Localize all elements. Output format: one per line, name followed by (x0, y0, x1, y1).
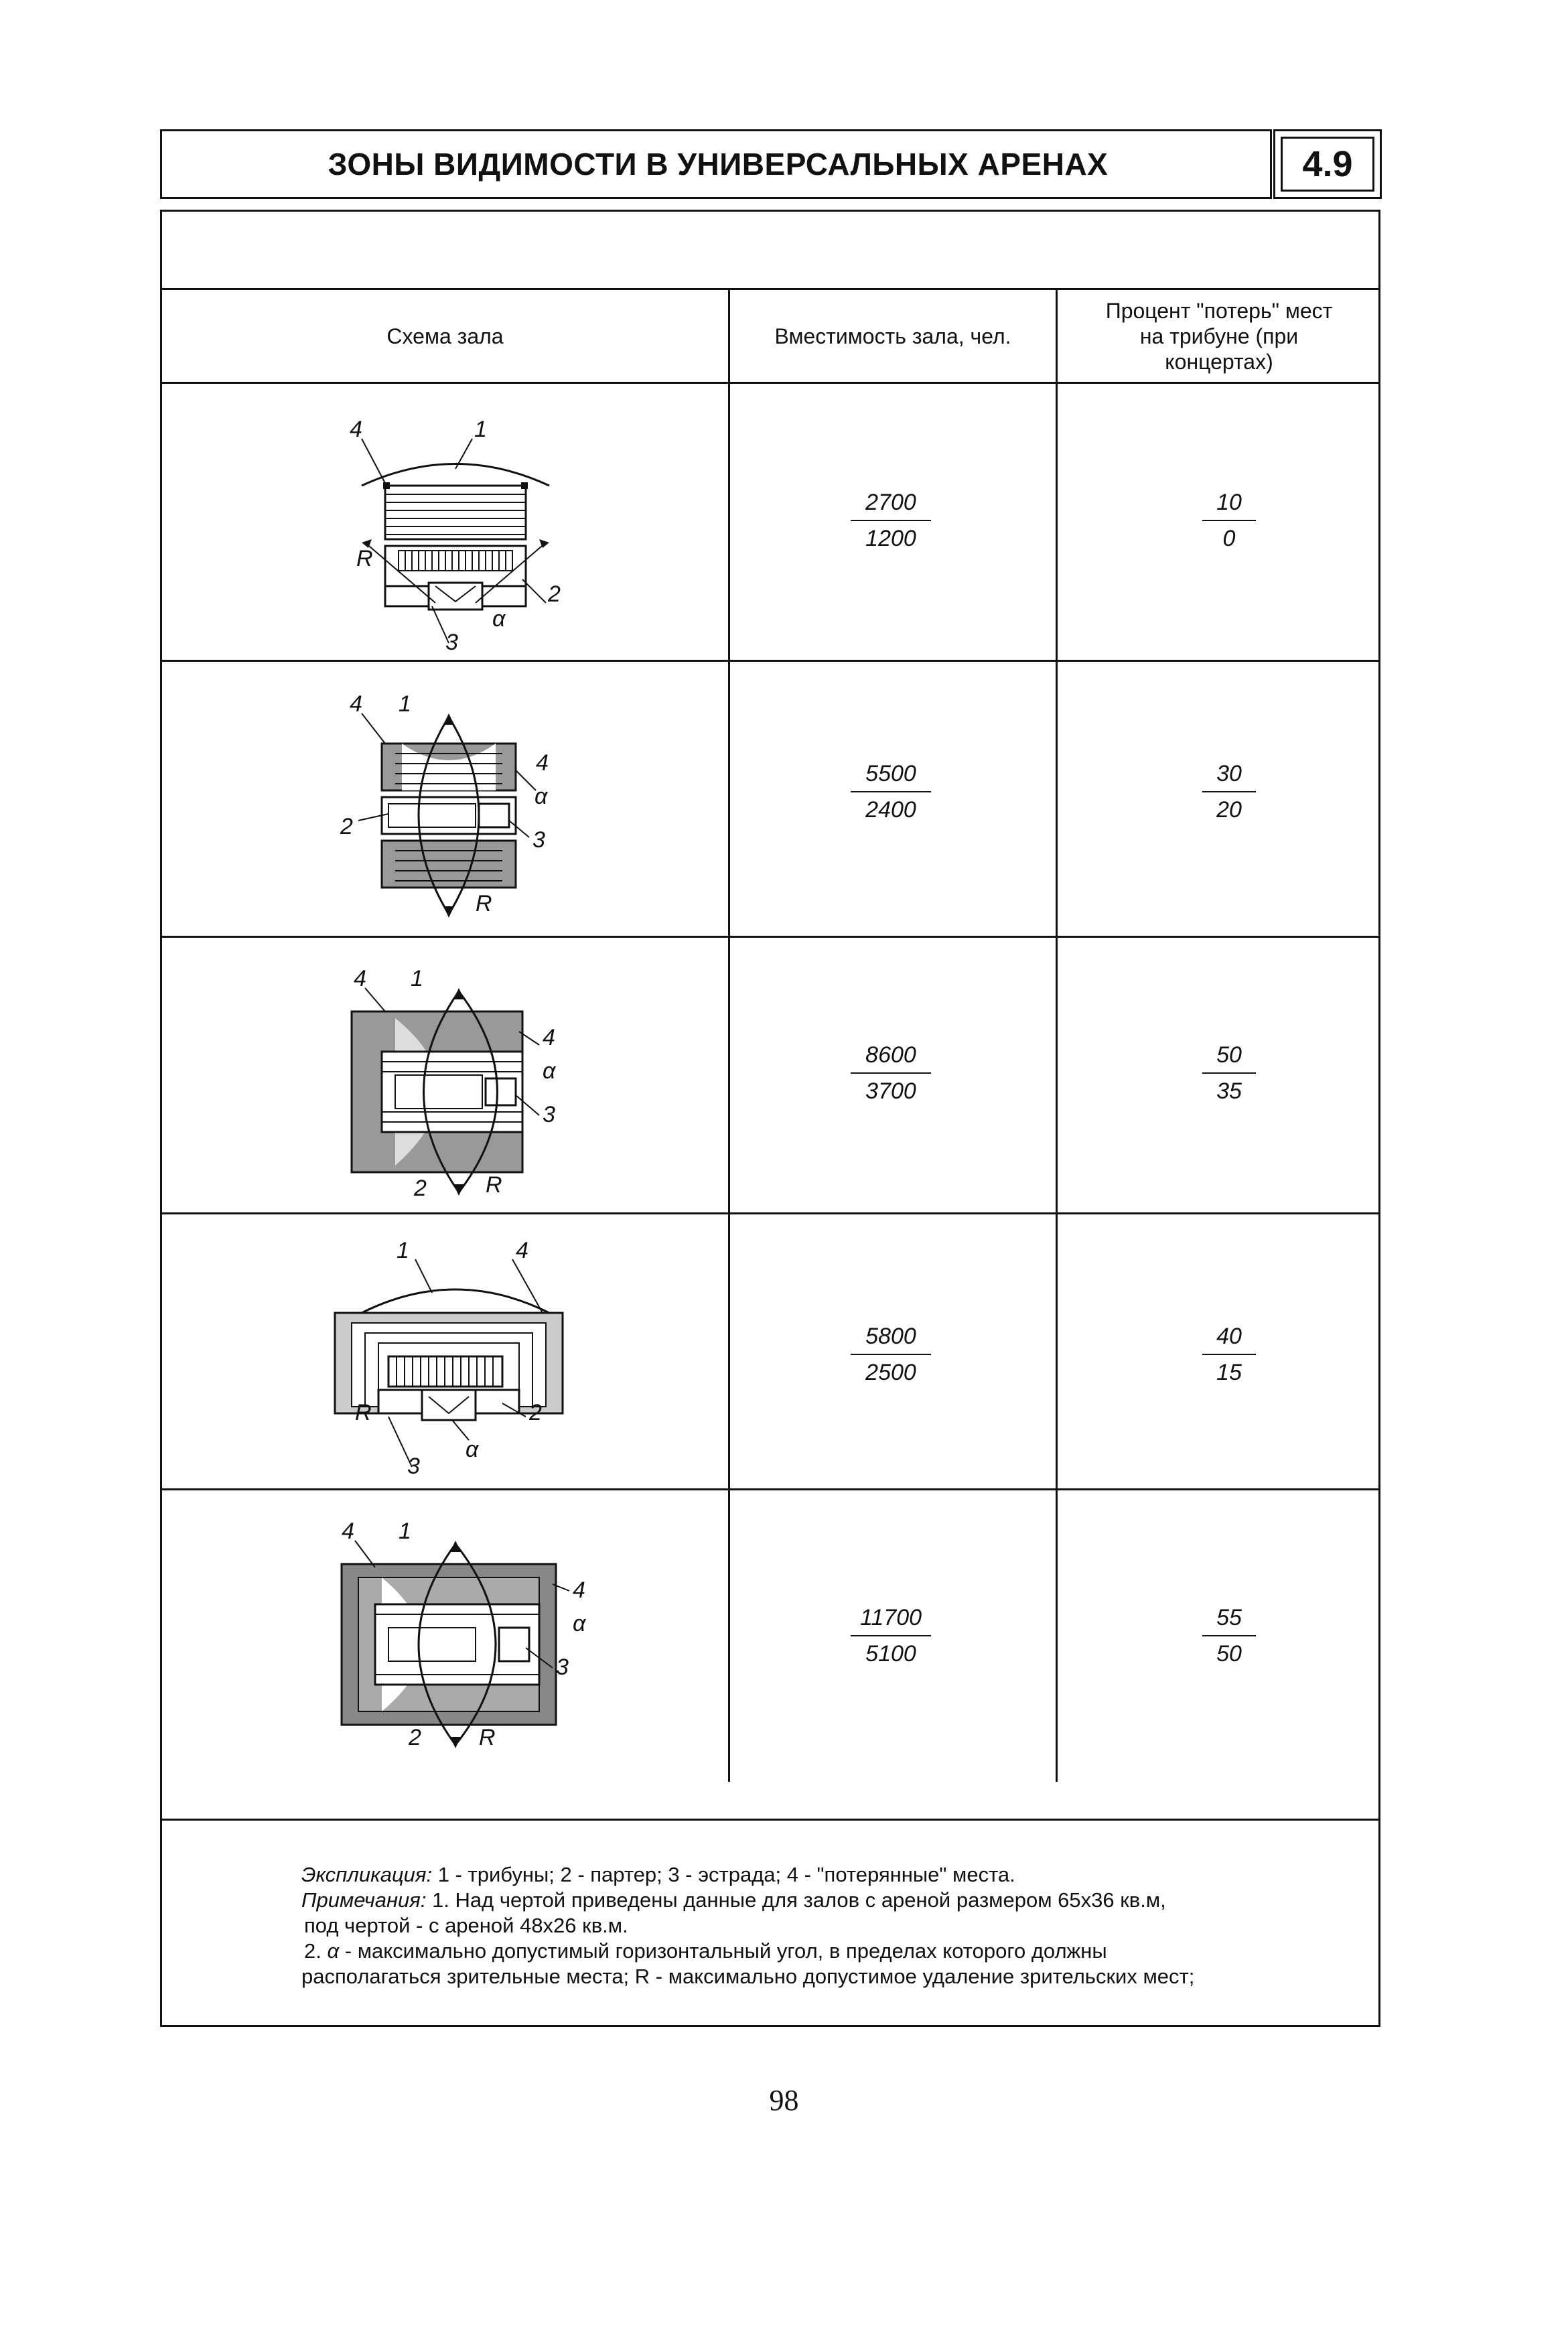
label-angle: α (466, 1437, 479, 1462)
label-lost-seats: 4 (350, 691, 362, 717)
capacity-large-arena: 8600 (865, 1042, 916, 1068)
stage (479, 804, 509, 827)
stage (422, 1390, 476, 1420)
parterre-grid (388, 804, 476, 827)
capacity-row-3 (824, 1042, 958, 1105)
label-parterre: 2 (409, 1725, 421, 1750)
capacity-small-arena: 5100 (865, 1641, 916, 1667)
page-title: ЗОНЫ ВИДИМОСТИ В УНИВЕРСАЛЬНЫХ АРЕНАХ (328, 147, 1109, 182)
loss-row-3 (1162, 1042, 1296, 1105)
loss-row-2 (1162, 760, 1296, 823)
label-lost-seats: 4 (516, 1238, 528, 1263)
capacity-large-arena: 5500 (865, 761, 916, 786)
page-number: 98 (769, 2084, 799, 2117)
header-row-rule (160, 382, 1380, 384)
loss-row-1 (1162, 489, 1296, 552)
legend-text: 1 - трибуны; 2 - партер; 3 - эстрада; 4 - "потерянные" места. (432, 1863, 1015, 1886)
parterre-grid (395, 1075, 482, 1109)
label-lost-seats: 4 (350, 417, 362, 442)
column-header-loss: Процент "потерь" мест на трибуне (при концертах) (1105, 298, 1333, 374)
loss-small-arena: 20 (1216, 797, 1242, 823)
note-1-continuation: под чертой - с ареной 48x26 кв.м. (304, 1914, 628, 1937)
label-stage: 3 (445, 630, 458, 655)
label-distance: R (356, 546, 373, 571)
note-1-line (301, 1888, 1346, 1913)
stage (499, 1628, 529, 1661)
section-number-box (1273, 129, 1382, 199)
legend-label: Экспликация: (301, 1863, 433, 1886)
capacity-large-arena: 5800 (865, 1324, 916, 1349)
loss-large-arena: 40 (1216, 1324, 1242, 1349)
parterre-grid (388, 1628, 476, 1661)
loss-large-arena: 30 (1216, 761, 1242, 786)
capacity-row-2 (824, 760, 958, 823)
loss-small-arena: 35 (1216, 1078, 1242, 1104)
label-parterre: 2 (414, 1176, 427, 1201)
notes-block (301, 1862, 1346, 1989)
label-tribune: 1 (411, 966, 423, 991)
label-distance: R (355, 1400, 372, 1425)
note-1-text: 1. Над чертой приведены данные для залов с ареной размером 65x36 кв.м, (426, 1888, 1166, 1912)
capacity-small-arena: 2500 (865, 1360, 916, 1385)
label-tribune: 1 (397, 1238, 409, 1263)
label-lost-seats: 4 (354, 966, 366, 991)
label-lost-seats-right: 4 (536, 750, 549, 776)
header-title-box (160, 129, 1272, 199)
label-tribune: 1 (399, 691, 411, 717)
hall-scheme-2 (322, 677, 603, 931)
column-header-capacity: Вместимость зала, чел. (774, 324, 1011, 348)
capacity-row-1 (824, 489, 958, 552)
loss-large-arena: 50 (1216, 1042, 1242, 1068)
label-angle: α (492, 606, 506, 632)
label-tribune: 1 (474, 417, 487, 442)
note-2-line (301, 1939, 1346, 1964)
label-parterre: 2 (529, 1400, 542, 1425)
loss-large-arena: 55 (1216, 1605, 1242, 1630)
loss-row-5 (1162, 1604, 1296, 1667)
hall-scheme-1 (322, 402, 603, 656)
loss-small-arena: 15 (1216, 1360, 1242, 1385)
section-number: 4.9 (1281, 137, 1374, 192)
note-2-number: 2. (304, 1939, 322, 1963)
notes-label: Примечания: (301, 1888, 427, 1912)
label-parterre: 2 (548, 581, 561, 607)
hall-scheme-3 (322, 951, 603, 1206)
loss-row-4 (1162, 1323, 1296, 1386)
column-rule-1 (728, 288, 730, 1782)
row-rule-4 (160, 1488, 1380, 1490)
label-parterre: 2 (340, 814, 353, 839)
label-stage: 3 (556, 1654, 569, 1680)
note-2-text: - максимально допустимый горизонтальный угол, в пределах которого должны (339, 1939, 1107, 1963)
label-angle: α (573, 1611, 586, 1636)
alpha-symbol: α (327, 1939, 340, 1963)
note-2-continuation: располагаться зрительные места; R - максимально допустимое удаление зрительских мест; (301, 1965, 1195, 1988)
loss-small-arena: 50 (1216, 1641, 1242, 1667)
hall-scheme-5 (322, 1504, 603, 1758)
capacity-small-arena: 2400 (865, 797, 916, 823)
label-distance: R (486, 1172, 502, 1198)
capacity-row-5 (824, 1604, 958, 1667)
capacity-small-arena: 3700 (865, 1078, 916, 1104)
label-stage: 3 (543, 1102, 555, 1127)
loss-large-arena: 10 (1216, 490, 1242, 515)
row-rule-1 (160, 660, 1380, 662)
column-rule-2 (1056, 288, 1058, 1782)
hall-scheme-4 (322, 1226, 603, 1480)
label-lost-seats-right: 4 (543, 1025, 555, 1050)
label-angle: α (534, 784, 548, 809)
parterre-grid (399, 551, 512, 571)
stage (486, 1078, 516, 1105)
notes-rule (160, 1819, 1380, 1821)
label-lost-seats-right: 4 (573, 1577, 585, 1603)
label-stage: 3 (532, 827, 545, 853)
row-rule-2 (160, 936, 1380, 938)
label-angle: α (543, 1058, 556, 1084)
row-rule-3 (160, 1212, 1380, 1214)
column-header-scheme: Схема зала (386, 324, 504, 348)
label-stage: 3 (407, 1454, 420, 1479)
capacity-large-arena: 11700 (859, 1605, 922, 1630)
label-lost-seats: 4 (342, 1519, 354, 1544)
loss-small-arena: 0 (1222, 526, 1236, 551)
capacity-row-4 (824, 1323, 958, 1386)
label-distance: R (479, 1725, 496, 1750)
legend-line (301, 1862, 1346, 1888)
capacity-small-arena: 1200 (865, 526, 916, 551)
capacity-large-arena: 2700 (865, 490, 916, 515)
label-tribune: 1 (399, 1519, 411, 1544)
lost-seat-mark (521, 482, 528, 489)
label-distance: R (476, 891, 492, 916)
